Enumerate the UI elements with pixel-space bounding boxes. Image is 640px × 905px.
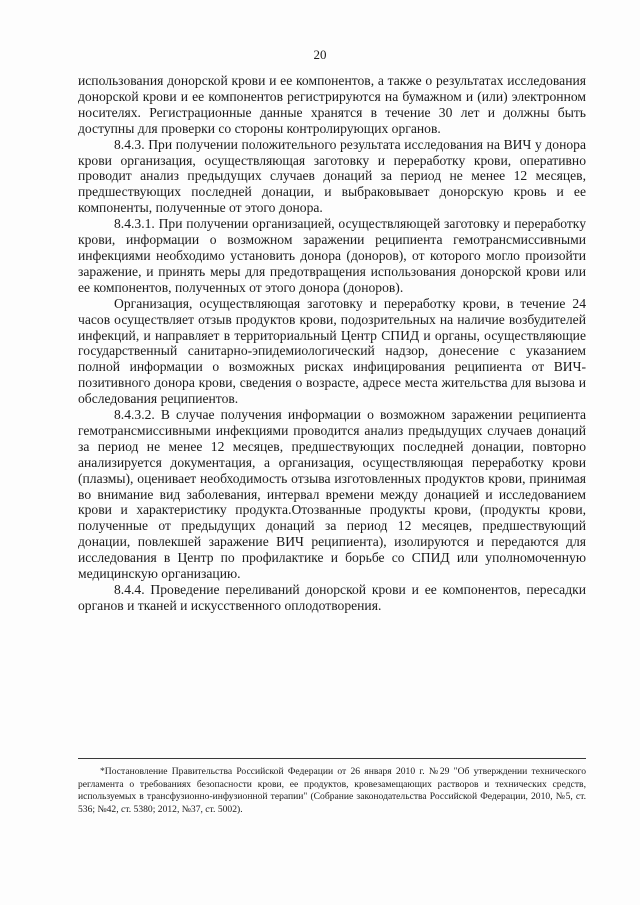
paragraph-continuation: использования донорской крови и ее компонентов, а также о результатах исследования донорской крови и ее компонентов регистрируются на бумажном и (или) электронном носителях. Регистрационные данные хранятся в течение 30 лет и должны быть доступны для проверки со стороны контролирующих органов. [78,73,586,136]
document-body [78,73,586,614]
page-number: 20 [313,47,327,62]
paragraph-8-4-3: 8.4.3. При получении положительного результата исследования на ВИЧ у донора крови организация, осуществляющая заготовку и переработку крови, оперативно проводит анализ предыдущих случаев донаций за период не менее 12 месяцев, предшествующих последней донации, и выбраковывает донорскую кровь и ее компоненты, полученные от этого донора. [78,136,586,216]
footnote: *Постановление Правительства Российской Федерации от 26 января 2010 г. №29 "Об утверждении технического регламента о требованиях безопасности крови, ее продуктов, кровезамещающих растворов и технических средств, используемых в трансфузионно-инфузионной терапии" (Собрание законодательства Российской Федерации, 2010, №5, ст. 536; №42, ст. 5380; 2012, №37, ст. 5002). [78,766,586,815]
footnote-divider [78,758,586,759]
paragraph-8-4-3-1: 8.4.3.1. При получении организацией, осуществляющей заготовку и переработку крови, информации о возможном заражении реципиента гемотрансмиссивными инфекциями необходимо установить донора (доноров), от которого могло произойти заражение, и принять меры для предотвращения использования донорской крови или ее компонентов, полученных от этого донора (доноров). [78,216,586,295]
paragraph-8-4-3-2: 8.4.3.2. В случае получения информации о возможном заражении реципиента гемотрансмиссивными инфекциями проводится анализ предыдущих случаев донаций за период не менее 12 месяцев, предшествующих последней донации, повторно анализируется документация, а организация, осуществляющая переработку крови (плазмы), оценивает необходимость отзыва изготовленных продуктов крови, принимая во внимание вид заболевания, интервал времени между донацией и исследованием крови и характеристику продукта.Отозванные продукты крови, (продукты крови, полученные от предыдущих донаций за период 12 месяцев, предшествующий донации, повлекшей заражение ВИЧ реципиента), изолируются и передаются для исследования в Центр по профилактике и борьбе со СПИД или уполномоченную медицинскую организацию. [78,407,586,582]
paragraph-8-4-4: 8.4.4. Проведение переливаний донорской крови и ее компонентов, пересадки органов и тканей и искусственного оплодотворения. [78,582,586,613]
paragraph-organization-recall: Организация, осуществляющая заготовку и переработку крови, в течение 24 часов осуществляет отзыв продуктов крови, подозрительных на наличие возбудителей инфекций, и направляет в территориальный Центр СПИД и органы, осуществляющие государственный санитарно-эпидемиологический надзор, донесение с указанием полной информации о возможных рисках инфицирования реципиента от ВИЧ-позитивного донора крови, сведения о возрасте, адресе места жительства для вызова и обследования реципиентов. [78,295,586,407]
